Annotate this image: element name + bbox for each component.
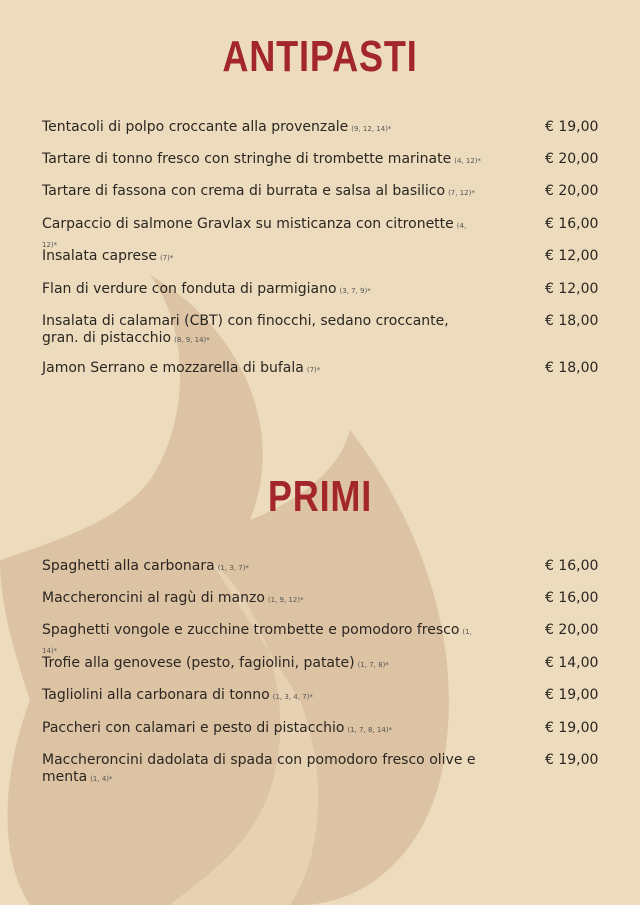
allergens: (1, 3, 4, 7)* [272,693,313,701]
dish-name-wrap [42,281,482,300]
dish-name-wrap [42,248,482,267]
dish-name: Flan di verdure con fonduta di parmigiano [42,281,337,297]
dish-name-wrap [42,119,482,138]
dish-price: € 19,00 [545,752,599,768]
dish-price: € 16,00 [545,558,599,574]
allergens: (4, 12)* [42,222,467,249]
dish-price: € 19,00 [545,687,599,703]
dish-name: Spaghetti alla carbonara [42,558,215,574]
allergens: (7)* [306,366,321,374]
dish-name: Insalata caprese [42,248,157,264]
allergens: (3, 7, 9)* [339,287,371,295]
dish-price: € 20,00 [545,622,599,638]
dish-name: Tartare di fassona con crema di burrata e salsa al basilico [42,183,446,199]
dish-name: Tartare di tonno fresco con stringhe di trombette marinate [42,151,452,167]
allergens: (4, 12)* [454,157,482,165]
allergens: (7)* [160,254,174,262]
dish-name-wrap [42,720,482,739]
dish-name: Paccheri con calamari e pesto di pistacchio [42,720,345,736]
dish-name: Maccheroncini dadolata di spada con pomodoro fresco olive e menta [42,752,476,785]
dish-name: Insalata di calamari (CBT) con finocchi, sedano croccante, gran. di pistacchio [42,313,449,346]
allergens: (1, 9, 12)* [267,596,304,604]
dish-name-wrap [42,752,482,788]
dish-price: € 12,00 [545,281,599,297]
dish-price: € 12,00 [545,248,599,264]
dish-price: € 16,00 [545,216,599,232]
dish-name-wrap [42,687,482,706]
allergens: (7, 12)* [448,189,475,197]
dish-name: Maccheroncini al ragù di manzo [42,590,265,606]
allergens: (8, 9, 14)* [174,336,210,344]
dish-price: € 20,00 [545,151,599,167]
dish-name: Trofie alla genovese (pesto, fagiolini, patate) [42,655,355,671]
dish-price: € 14,00 [545,655,599,671]
dish-name: Jamon Serrano e mozzarella di bufala [42,360,304,376]
dish-price: € 20,00 [545,183,599,199]
allergens: (1, 7, 8, 14)* [347,726,393,734]
dish-name: Carpaccio di salmone Gravlax su misticanza con citronette [42,216,454,232]
dish-name: Spaghetti vongole e zucchine trombette e pomodoro fresco [42,622,460,638]
dish-name-wrap [42,360,482,379]
allergens: (1, 4)* [90,775,113,783]
dish-price: € 16,00 [545,590,599,606]
dish-price: € 19,00 [545,720,599,736]
dish-name-wrap [42,313,482,349]
dish-name-wrap [42,151,482,170]
dish-name-wrap [42,590,482,609]
section-title-antipasti: ANTIPASTI [222,32,418,81]
dish-name: Tagliolini alla carbonara di tonno [42,687,270,703]
dish-name-wrap [42,558,482,577]
dish-price: € 19,00 [545,119,599,135]
allergens: (1, 14)* [42,628,472,655]
section-title-primi: PRIMI [267,472,373,521]
dish-name-wrap [42,655,482,674]
allergens: (9, 12, 14)* [351,125,392,133]
dish-price: € 18,00 [545,360,599,376]
allergens: (1, 7, 8)* [357,661,389,669]
dish-price: € 18,00 [545,313,599,329]
dish-name-wrap [42,183,482,202]
dish-name: Tentacoli di polpo croccante alla provenzale [42,119,349,135]
allergens: (1, 3, 7)* [217,564,249,572]
